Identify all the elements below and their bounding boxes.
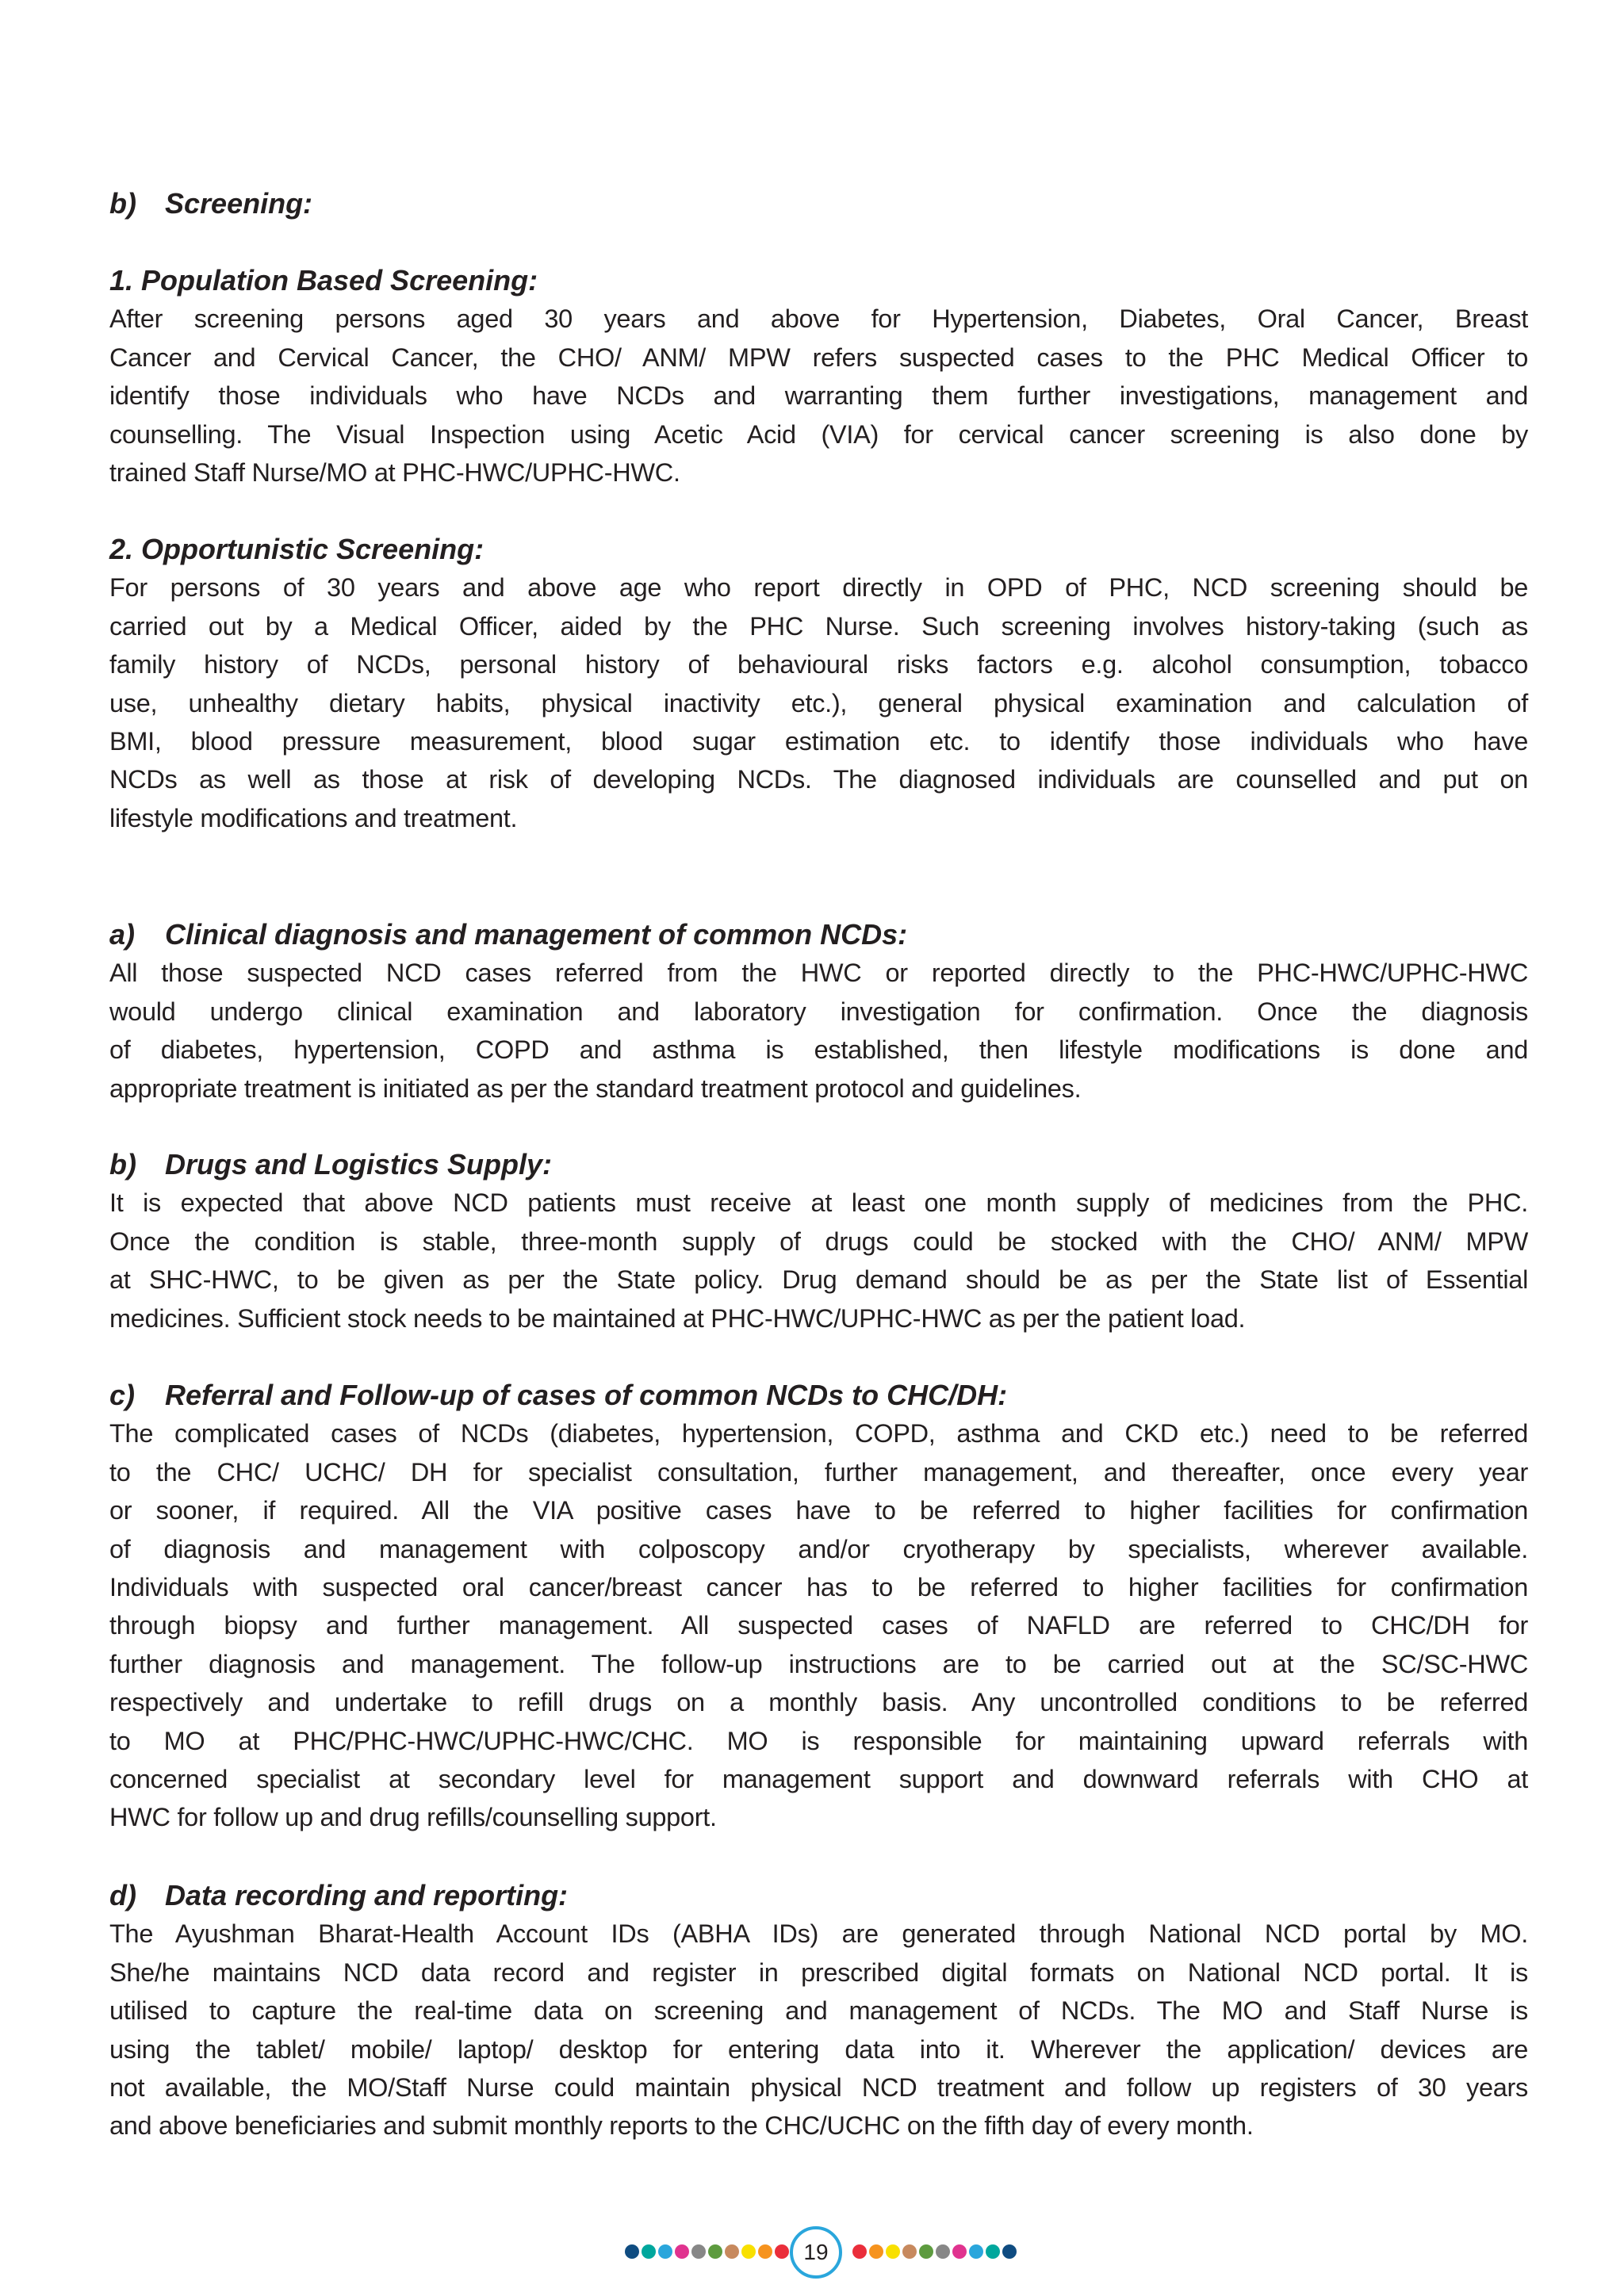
heading-title: Clinical diagnosis and management of common NCDs: bbox=[165, 918, 908, 951]
decorative-dot bbox=[725, 2244, 739, 2259]
paragraph-line: would undergo clinical examination and laboratory investigation for confirmation. Once the diagnosis bbox=[109, 997, 1528, 1026]
heading-title: Data recording and reporting: bbox=[165, 1879, 569, 1911]
decorative-dot bbox=[936, 2244, 950, 2259]
section-heading bbox=[109, 1877, 1528, 1915]
decorative-dot bbox=[741, 2244, 756, 2259]
paragraph-line: The Ayushman Bharat-Health Account IDs (ABHA IDs) are generated through National NCD portal by MO. bbox=[109, 1919, 1528, 1949]
heading-title: Screening: bbox=[165, 187, 313, 220]
decorative-dot bbox=[625, 2244, 639, 2259]
section-heading bbox=[109, 530, 1528, 568]
decorative-dot bbox=[986, 2244, 1000, 2259]
heading-title: 2. Opportunistic Screening: bbox=[109, 533, 485, 565]
paragraph-line: or sooner, if required. All the VIA positive cases have to be referred to higher facilities for confirmation bbox=[109, 1496, 1528, 1525]
decorative-dot bbox=[691, 2244, 706, 2259]
heading-title: Drugs and Logistics Supply: bbox=[165, 1148, 553, 1181]
paragraph-line: Once the condition is stable, three-month supply of drugs could be stocked with the CHO/ ANM/ MPW bbox=[109, 1226, 1528, 1256]
page-number: 19 bbox=[790, 2226, 842, 2279]
heading-title: 1. Population Based Screening: bbox=[109, 264, 538, 297]
decorative-dot bbox=[869, 2244, 883, 2259]
section-heading bbox=[109, 916, 1528, 954]
paragraph-line: NCDs as well as those at risk of developing NCDs. The diagnosed individuals are counselled and put on bbox=[109, 765, 1528, 794]
paragraph-line: Cancer and Cervical Cancer, the CHO/ ANM/ MPW refers suspected cases to the PHC Medical Officer to bbox=[109, 342, 1528, 372]
decorative-dot bbox=[708, 2244, 722, 2259]
section-heading bbox=[109, 262, 1528, 300]
paragraph-line: utilised to capture the real-time data on screening and management of NCDs. The MO and Staff Nurse is bbox=[109, 1996, 1528, 2026]
decorative-dot bbox=[642, 2244, 656, 2259]
decorative-dot bbox=[919, 2244, 933, 2259]
paragraph-line: not available, the MO/Staff Nurse could maintain physical NCD treatment and follow up registers of 30 years bbox=[109, 2072, 1528, 2102]
section-population-based-screening bbox=[109, 262, 1528, 492]
section-referral-follow-up bbox=[109, 1376, 1528, 1837]
paragraph-line: through biopsy and further management. All suspected cases of NAFLD are referred to CHC/DH for bbox=[109, 1611, 1528, 1640]
section-heading bbox=[109, 1376, 1528, 1414]
heading-number: a) bbox=[109, 918, 136, 951]
section-heading-screening bbox=[109, 185, 1528, 223]
paragraph-line: counselling. The Visual Inspection using Acetic Acid (VIA) for cervical cancer screening is also done by bbox=[109, 419, 1528, 449]
paragraph-line: trained Staff Nurse/MO at PHC-HWC/UPHC-HWC. bbox=[109, 457, 680, 487]
paragraph-line: using the tablet/ mobile/ laptop/ desktop for entering data into it. Wherever the application/ devices are bbox=[109, 2034, 1528, 2064]
section-clinical-diagnosis bbox=[109, 916, 1528, 1108]
heading-title: Referral and Follow-up of cases of common NCDs to CHC/DH: bbox=[165, 1379, 1008, 1411]
decorative-dot bbox=[675, 2244, 689, 2259]
decorative-dot bbox=[886, 2244, 900, 2259]
decorative-dot bbox=[1002, 2244, 1017, 2259]
heading-number: b) bbox=[109, 1148, 136, 1181]
paragraph-line: medicines. Sufficient stock needs to be maintained at PHC-HWC/UPHC-HWC as per the patient load. bbox=[109, 1303, 1246, 1333]
section-heading bbox=[109, 1146, 1528, 1184]
paragraph-line: at SHC-HWC, to be given as per the State policy. Drug demand should be as per the State list of Essential bbox=[109, 1265, 1528, 1295]
paragraph-line: family history of NCDs, personal history of behavioural risks factors e.g. alcohol consumption, tobacco bbox=[109, 650, 1528, 679]
paragraph-line: respectively and undertake to refill drugs on a monthly basis. Any uncontrolled conditions to be referred bbox=[109, 1688, 1528, 1717]
paragraph-line: For persons of 30 years and above age who report directly in OPD of PHC, NCD screening should be bbox=[109, 573, 1528, 603]
decorative-dot bbox=[902, 2244, 917, 2259]
paragraph-line: further diagnosis and management. The follow-up instructions are to be carried out at the SC/SC-HWC bbox=[109, 1649, 1528, 1678]
paragraph-line: It is expected that above NCD patients must receive at least one month supply of medicines from the PHC. bbox=[109, 1188, 1528, 1218]
paragraph-line: of diagnosis and management with colposcopy and/or cryotherapy by specialists, wherever available. bbox=[109, 1534, 1528, 1563]
paragraph-line: Individuals with suspected oral cancer/breast cancer has to be referred to higher facilities for confirmation bbox=[109, 1572, 1528, 1601]
paragraph-line: concerned specialist at secondary level for management support and downward referrals with CHO at bbox=[109, 1764, 1528, 1793]
heading-number: d) bbox=[109, 1879, 136, 1911]
paragraph-line: All those suspected NCD cases referred from the HWC or reported directly to the PHC-HWC/UPHC-HWC bbox=[109, 959, 1528, 988]
paragraph-line: appropriate treatment is initiated as per the standard treatment protocol and guidelines. bbox=[109, 1073, 1082, 1103]
paragraph-line: After screening persons aged 30 years and above for Hypertension, Diabetes, Oral Cancer, Breast bbox=[109, 304, 1528, 334]
paragraph-line: lifestyle modifications and treatment. bbox=[109, 803, 518, 832]
decorative-dot bbox=[758, 2244, 772, 2259]
paragraph-line: carried out by a Medical Officer, aided by the PHC Nurse. Such screening involves history-taking (such as bbox=[109, 611, 1528, 641]
decorative-dot bbox=[775, 2244, 789, 2259]
paragraph-line: to MO at PHC/PHC-HWC/UPHC-HWC/CHC. MO is responsible for maintaining upward referrals with bbox=[109, 1726, 1528, 1755]
heading-number: b) bbox=[109, 187, 136, 220]
section-drugs-logistics-supply bbox=[109, 1146, 1528, 1337]
paragraph-line: of diabetes, hypertension, COPD and asthma is established, then lifestyle modifications is done and bbox=[109, 1035, 1528, 1065]
paragraph-line: identify those individuals who have NCDs and warranting them further investigations, management and bbox=[109, 381, 1528, 411]
decorative-dot bbox=[852, 2244, 867, 2259]
paragraph-line: BMI, blood pressure measurement, blood sugar estimation etc. to identify those individuals who have bbox=[109, 726, 1528, 756]
paragraph-line: to the CHC/ UCHC/ DH for specialist consultation, further management, and thereafter, once every year bbox=[109, 1457, 1528, 1487]
paragraph-line: She/he maintains NCD data record and register in prescribed digital formats on National NCD portal. It is bbox=[109, 1957, 1528, 1987]
paragraph-line: HWC for follow up and drug refills/counselling support. bbox=[109, 1803, 717, 1832]
page-footer bbox=[0, 2226, 1624, 2277]
section-data-recording-reporting bbox=[109, 1877, 1528, 2145]
heading-number: c) bbox=[109, 1379, 136, 1411]
paragraph-line: and above beneficiaries and submit monthly reports to the CHC/UCHC on the fifth day of every month. bbox=[109, 2111, 1254, 2141]
decorative-dot bbox=[969, 2244, 983, 2259]
paragraph-line: use, unhealthy dietary habits, physical inactivity etc.), general physical examination and calculation of bbox=[109, 688, 1528, 718]
paragraph-line: The complicated cases of NCDs (diabetes, hypertension, COPD, asthma and CKD etc.) need to be referred bbox=[109, 1419, 1528, 1448]
section-opportunistic-screening bbox=[109, 530, 1528, 837]
decorative-dot bbox=[952, 2244, 967, 2259]
decorative-dot bbox=[658, 2244, 672, 2259]
